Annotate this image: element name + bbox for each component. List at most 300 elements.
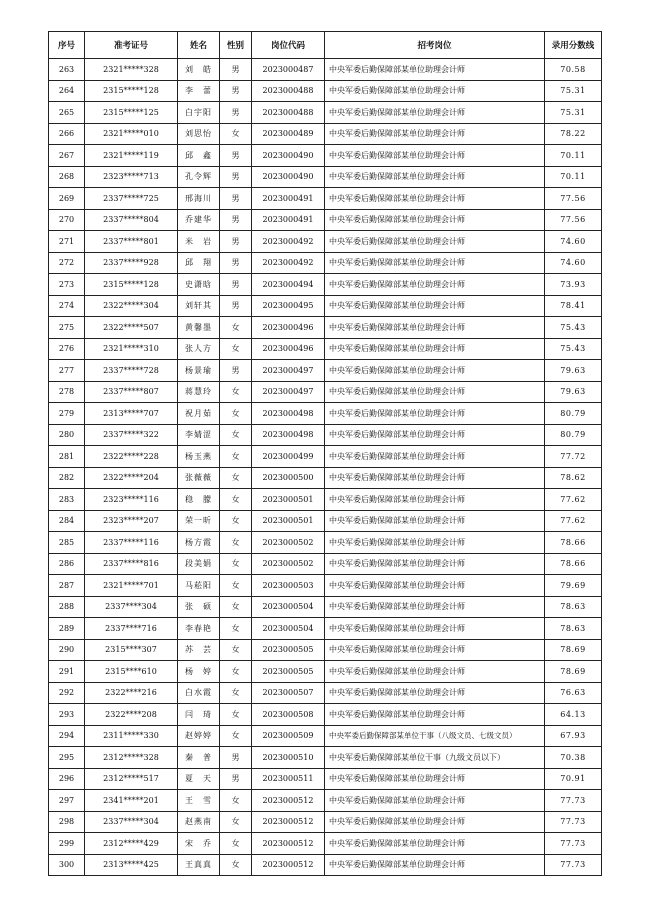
- cell-gender: 男: [220, 188, 252, 210]
- cell-seq: 269: [49, 188, 85, 210]
- cell-post: 中央军委后勤保障部某单位助理会计师: [325, 123, 545, 145]
- cell-post-code: 2023000512: [252, 854, 325, 876]
- cell-post: 中央军委后勤保障部某单位助理会计师: [325, 188, 545, 210]
- cell-exam-id: 2315****307: [85, 639, 178, 661]
- cell-post: 中央军委后勤保障部某单位助理会计师: [325, 166, 545, 188]
- cell-gender: 男: [220, 252, 252, 274]
- cell-name: 赵婷婷: [178, 725, 220, 747]
- cell-post: 中央军委后勤保障部某单位助理会计师: [325, 639, 545, 661]
- cell-exam-id: 2322****216: [85, 682, 178, 704]
- cell-gender: 女: [220, 596, 252, 618]
- table-header-row: [49, 32, 602, 59]
- cell-post: 中央军委后勤保障部某单位助理会计师: [325, 317, 545, 339]
- cell-post: 中央军委后勤保障部某单位助理会计师: [325, 59, 545, 81]
- cell-post-code: 2023000503: [252, 575, 325, 597]
- cell-gender: 男: [220, 80, 252, 102]
- cell-exam-id: 2312*****328: [85, 747, 178, 769]
- cell-name: 祝月茹: [178, 403, 220, 425]
- cell-post-code: 2023000501: [252, 510, 325, 532]
- cell-gender: 女: [220, 489, 252, 511]
- table-row: [49, 424, 602, 446]
- cell-post: 中央军委后勤保障部某单位助理会计师: [325, 467, 545, 489]
- cell-name: 张 硕: [178, 596, 220, 618]
- cell-exam-id: 2321*****701: [85, 575, 178, 597]
- cell-gender: 男: [220, 747, 252, 769]
- cell-post: 中央军委后勤保障部某单位助理会计师: [325, 446, 545, 468]
- cell-post-code: 2023000492: [252, 252, 325, 274]
- cell-gender: 女: [220, 532, 252, 554]
- table-row: [49, 618, 602, 640]
- cell-gender: 女: [220, 575, 252, 597]
- cell-seq: 289: [49, 618, 85, 640]
- table-row: [49, 553, 602, 575]
- table-row: [49, 704, 602, 726]
- cell-score: 77.56: [545, 209, 602, 231]
- cell-seq: 283: [49, 489, 85, 511]
- cell-name: 乔建华: [178, 209, 220, 231]
- cell-exam-id: 2337*****804: [85, 209, 178, 231]
- cell-exam-id: 2337*****725: [85, 188, 178, 210]
- cell-name: 杨 婷: [178, 661, 220, 683]
- cell-exam-id: 2323*****713: [85, 166, 178, 188]
- cell-post-code: 2023000490: [252, 145, 325, 167]
- cell-score: 67.93: [545, 725, 602, 747]
- cell-seq: 265: [49, 102, 85, 124]
- cell-exam-id: 2321*****310: [85, 338, 178, 360]
- cell-gender: 女: [220, 123, 252, 145]
- cell-post-code: 2023000489: [252, 123, 325, 145]
- cell-name: 黄馨墨: [178, 317, 220, 339]
- cell-post-code: 2023000512: [252, 790, 325, 812]
- table-row: [49, 725, 602, 747]
- cell-seq: 279: [49, 403, 85, 425]
- cell-gender: 女: [220, 381, 252, 403]
- cell-post: 中央军委后勤保障部某单位助理会计师: [325, 575, 545, 597]
- cell-seq: 282: [49, 467, 85, 489]
- cell-exam-id: 2315*****125: [85, 102, 178, 124]
- cell-post: 中央军委后勤保障部某单位助理会计师: [325, 209, 545, 231]
- cell-exam-id: 2337****304: [85, 596, 178, 618]
- cell-post-code: 2023000504: [252, 618, 325, 640]
- cell-seq: 274: [49, 295, 85, 317]
- cell-exam-id: 2322*****204: [85, 467, 178, 489]
- cell-exam-id: 2337****716: [85, 618, 178, 640]
- table-row: [49, 80, 602, 102]
- cell-gender: 男: [220, 145, 252, 167]
- cell-post: 中央军委后勤保障部某单位助理会计师: [325, 596, 545, 618]
- header-exam-id: 准考证号: [85, 32, 178, 59]
- cell-post: 中央军委后勤保障部某单位助理会计师: [325, 854, 545, 876]
- cell-seq: 297: [49, 790, 85, 812]
- cell-exam-id: 2323*****207: [85, 510, 178, 532]
- cell-gender: 女: [220, 618, 252, 640]
- cell-score: 70.38: [545, 747, 602, 769]
- cell-name: 闫 琦: [178, 704, 220, 726]
- header-post-code: 岗位代码: [252, 32, 325, 59]
- cell-seq: 292: [49, 682, 85, 704]
- cell-score: 78.69: [545, 639, 602, 661]
- cell-name: 杨方霞: [178, 532, 220, 554]
- cell-post-code: 2023000488: [252, 80, 325, 102]
- cell-post-code: 2023000494: [252, 274, 325, 296]
- cell-name: 史潇晗: [178, 274, 220, 296]
- cell-gender: 女: [220, 317, 252, 339]
- cell-name: 李婧涩: [178, 424, 220, 446]
- cell-gender: 女: [220, 682, 252, 704]
- cell-name: 蒋慧玲: [178, 381, 220, 403]
- header-name: 姓名: [178, 32, 220, 59]
- cell-score: 64.13: [545, 704, 602, 726]
- cell-post-code: 2023000504: [252, 596, 325, 618]
- table-row: [49, 231, 602, 253]
- cell-post-code: 2023000508: [252, 704, 325, 726]
- cell-exam-id: 2337*****801: [85, 231, 178, 253]
- cell-gender: 女: [220, 811, 252, 833]
- cell-gender: 女: [220, 833, 252, 855]
- cell-post-code: 2023000512: [252, 833, 325, 855]
- cell-post-code: 2023000500: [252, 467, 325, 489]
- cell-name: 李 蕾: [178, 80, 220, 102]
- cell-exam-id: 2322*****228: [85, 446, 178, 468]
- cell-score: 78.62: [545, 467, 602, 489]
- cell-post: 中央军委后勤保障部某单位助理会计师: [325, 360, 545, 382]
- cell-name: 白水霞: [178, 682, 220, 704]
- cell-post: 中央军委后勤保障部某单位助理会计师: [325, 790, 545, 812]
- cell-gender: 男: [220, 59, 252, 81]
- cell-score: 78.22: [545, 123, 602, 145]
- table-row: [49, 532, 602, 554]
- cell-post-code: 2023000487: [252, 59, 325, 81]
- cell-exam-id: 2337*****322: [85, 424, 178, 446]
- cell-post: 中央军委后勤保障部某单位助理会计师: [325, 252, 545, 274]
- cell-exam-id: 2322*****507: [85, 317, 178, 339]
- cell-name: 宋 乔: [178, 833, 220, 855]
- cell-post: 中央军委后勤保障部某单位干事（九级文员以下）: [325, 747, 545, 769]
- cell-post-code: 2023000491: [252, 209, 325, 231]
- header-post: 招考岗位: [325, 32, 545, 59]
- cell-post: 中央军委后勤保障部某单位助理会计师: [325, 274, 545, 296]
- cell-score: 80.79: [545, 403, 602, 425]
- cell-exam-id: 2321*****010: [85, 123, 178, 145]
- cell-gender: 女: [220, 553, 252, 575]
- table-row: [49, 381, 602, 403]
- cell-name: 王真真: [178, 854, 220, 876]
- cell-score: 79.63: [545, 360, 602, 382]
- table-row: [49, 209, 602, 231]
- cell-post: 中央军委后勤保障部某单位助理会计师: [325, 811, 545, 833]
- cell-post-code: 2023000499: [252, 446, 325, 468]
- cell-post: 中央军委后勤保障部某单位助理会计师: [325, 833, 545, 855]
- cell-name: 张人方: [178, 338, 220, 360]
- cell-gender: 女: [220, 790, 252, 812]
- cell-post-code: 2023000507: [252, 682, 325, 704]
- cell-exam-id: 2337*****807: [85, 381, 178, 403]
- cell-post-code: 2023000497: [252, 381, 325, 403]
- cell-post: 中央军委后勤保障部某单位助理会计师: [325, 145, 545, 167]
- table-row: [49, 854, 602, 876]
- cell-name: 稳 朦: [178, 489, 220, 511]
- cell-gender: 女: [220, 338, 252, 360]
- cell-seq: 291: [49, 661, 85, 683]
- table-row: [49, 661, 602, 683]
- cell-score: 78.41: [545, 295, 602, 317]
- cell-post: 中央军委后勤保障部某单位助理会计师: [325, 403, 545, 425]
- cell-score: 75.43: [545, 338, 602, 360]
- cell-post-code: 2023000501: [252, 489, 325, 511]
- cell-post: 中央军委后勤保障部某单位助理会计师: [325, 489, 545, 511]
- cell-seq: 270: [49, 209, 85, 231]
- cell-name: 张薇薇: [178, 467, 220, 489]
- cell-gender: 男: [220, 274, 252, 296]
- cell-seq: 268: [49, 166, 85, 188]
- cell-score: 78.69: [545, 661, 602, 683]
- cell-post-code: 2023000510: [252, 747, 325, 769]
- table-row: [49, 467, 602, 489]
- cell-post-code: 2023000488: [252, 102, 325, 124]
- cell-exam-id: 2337*****816: [85, 553, 178, 575]
- cell-gender: 男: [220, 231, 252, 253]
- cell-seq: 272: [49, 252, 85, 274]
- cell-score: 78.66: [545, 553, 602, 575]
- cell-score: 78.66: [545, 532, 602, 554]
- cell-name: 邱 鑫: [178, 145, 220, 167]
- document-page: [48, 31, 601, 876]
- cell-exam-id: 2321*****119: [85, 145, 178, 167]
- cell-post: 中央军委后勤保障部某单位助理会计师: [325, 682, 545, 704]
- cell-post: 中央军委后勤保障部某单位助理会计师: [325, 231, 545, 253]
- cell-score: 76.63: [545, 682, 602, 704]
- cell-exam-id: 2337*****116: [85, 532, 178, 554]
- cell-post: 中央军委后勤保障部某单位助理会计师: [325, 381, 545, 403]
- cell-gender: 女: [220, 639, 252, 661]
- cell-gender: 女: [220, 704, 252, 726]
- header-score: 录用分数线: [545, 32, 602, 59]
- cell-name: 段美娟: [178, 553, 220, 575]
- cell-name: 孔令辉: [178, 166, 220, 188]
- cell-post: 中央军委后勤保障部某单位助理会计师: [325, 424, 545, 446]
- admission-score-table: [48, 31, 602, 876]
- table-row: [49, 833, 602, 855]
- cell-post-code: 2023000492: [252, 231, 325, 253]
- table-row: [49, 575, 602, 597]
- cell-score: 74.60: [545, 252, 602, 274]
- cell-seq: 290: [49, 639, 85, 661]
- cell-score: 77.62: [545, 510, 602, 532]
- cell-seq: 296: [49, 768, 85, 790]
- cell-post: 中央军委后勤保障部某单位干事（八级文员、七级文员）: [325, 725, 545, 747]
- cell-seq: 294: [49, 725, 85, 747]
- cell-name: 邱 翔: [178, 252, 220, 274]
- table-row: [49, 489, 602, 511]
- table-row: [49, 166, 602, 188]
- cell-score: 74.60: [545, 231, 602, 253]
- cell-name: 夏 天: [178, 768, 220, 790]
- table-row: [49, 747, 602, 769]
- cell-exam-id: 2315*****128: [85, 80, 178, 102]
- cell-gender: 男: [220, 360, 252, 382]
- cell-score: 77.73: [545, 854, 602, 876]
- cell-exam-id: 2315****610: [85, 661, 178, 683]
- cell-name: 赵燕南: [178, 811, 220, 833]
- cell-seq: 267: [49, 145, 85, 167]
- cell-exam-id: 2337*****928: [85, 252, 178, 274]
- header-gender: 性别: [220, 32, 252, 59]
- cell-exam-id: 2323*****116: [85, 489, 178, 511]
- cell-seq: 278: [49, 381, 85, 403]
- cell-post: 中央军委后勤保障部某单位助理会计师: [325, 338, 545, 360]
- cell-name: 杨景瑜: [178, 360, 220, 382]
- cell-post: 中央军委后勤保障部某单位助理会计师: [325, 768, 545, 790]
- cell-exam-id: 2322*****304: [85, 295, 178, 317]
- cell-post-code: 2023000495: [252, 295, 325, 317]
- cell-name: 荣一昕: [178, 510, 220, 532]
- cell-post-code: 2023000496: [252, 338, 325, 360]
- cell-post-code: 2023000502: [252, 532, 325, 554]
- cell-score: 77.73: [545, 790, 602, 812]
- cell-score: 77.56: [545, 188, 602, 210]
- cell-name: 刘思怡: [178, 123, 220, 145]
- cell-post: 中央军委后勤保障部某单位助理会计师: [325, 704, 545, 726]
- cell-post: 中央军委后勤保障部某单位助理会计师: [325, 102, 545, 124]
- cell-post-code: 2023000505: [252, 639, 325, 661]
- cell-seq: 293: [49, 704, 85, 726]
- cell-post: 中央军委后勤保障部某单位助理会计师: [325, 532, 545, 554]
- cell-score: 80.79: [545, 424, 602, 446]
- table-row: [49, 188, 602, 210]
- table-row: [49, 338, 602, 360]
- table-row: [49, 596, 602, 618]
- cell-post-code: 2023000512: [252, 811, 325, 833]
- cell-score: 79.69: [545, 575, 602, 597]
- cell-name: 白宇阳: [178, 102, 220, 124]
- table-row: [49, 252, 602, 274]
- cell-gender: 男: [220, 102, 252, 124]
- cell-post-code: 2023000505: [252, 661, 325, 683]
- cell-exam-id: 2341*****201: [85, 790, 178, 812]
- table-row: [49, 317, 602, 339]
- table-row: [49, 510, 602, 532]
- cell-gender: 女: [220, 725, 252, 747]
- cell-score: 75.43: [545, 317, 602, 339]
- cell-post-code: 2023000511: [252, 768, 325, 790]
- cell-score: 73.93: [545, 274, 602, 296]
- cell-post: 中央军委后勤保障部某单位助理会计师: [325, 80, 545, 102]
- cell-seq: 276: [49, 338, 85, 360]
- cell-post: 中央军委后勤保障部某单位助理会计师: [325, 661, 545, 683]
- cell-gender: 女: [220, 661, 252, 683]
- cell-score: 70.58: [545, 59, 602, 81]
- header-seq: 序号: [49, 32, 85, 59]
- cell-post: 中央军委后勤保障部某单位助理会计师: [325, 618, 545, 640]
- cell-seq: 295: [49, 747, 85, 769]
- cell-seq: 263: [49, 59, 85, 81]
- cell-exam-id: 2312*****517: [85, 768, 178, 790]
- cell-post-code: 2023000491: [252, 188, 325, 210]
- table-row: [49, 446, 602, 468]
- cell-seq: 300: [49, 854, 85, 876]
- cell-post-code: 2023000502: [252, 553, 325, 575]
- cell-seq: 277: [49, 360, 85, 382]
- cell-seq: 285: [49, 532, 85, 554]
- table-body: [49, 59, 602, 876]
- cell-score: 75.31: [545, 102, 602, 124]
- cell-name: 刘 皓: [178, 59, 220, 81]
- cell-seq: 275: [49, 317, 85, 339]
- table-row: [49, 360, 602, 382]
- table-row: [49, 768, 602, 790]
- table-row: [49, 403, 602, 425]
- cell-score: 77.73: [545, 833, 602, 855]
- cell-gender: 男: [220, 768, 252, 790]
- cell-name: 王 雪: [178, 790, 220, 812]
- cell-gender: 男: [220, 209, 252, 231]
- table-row: [49, 123, 602, 145]
- cell-exam-id: 2311*****330: [85, 725, 178, 747]
- cell-name: 刘轩其: [178, 295, 220, 317]
- cell-exam-id: 2337*****304: [85, 811, 178, 833]
- cell-score: 77.73: [545, 811, 602, 833]
- cell-seq: 288: [49, 596, 85, 618]
- cell-score: 77.72: [545, 446, 602, 468]
- table-row: [49, 145, 602, 167]
- cell-score: 78.63: [545, 618, 602, 640]
- cell-name: 邢海川: [178, 188, 220, 210]
- table-row: [49, 102, 602, 124]
- cell-score: 70.11: [545, 145, 602, 167]
- cell-name: 苏 芸: [178, 639, 220, 661]
- cell-name: 秦 普: [178, 747, 220, 769]
- cell-post-code: 2023000498: [252, 424, 325, 446]
- cell-name: 米 岩: [178, 231, 220, 253]
- cell-gender: 女: [220, 403, 252, 425]
- cell-seq: 264: [49, 80, 85, 102]
- cell-seq: 266: [49, 123, 85, 145]
- cell-score: 70.11: [545, 166, 602, 188]
- cell-seq: 287: [49, 575, 85, 597]
- cell-seq: 299: [49, 833, 85, 855]
- cell-exam-id: 2322****208: [85, 704, 178, 726]
- cell-post: 中央军委后勤保障部某单位助理会计师: [325, 295, 545, 317]
- table-row: [49, 274, 602, 296]
- cell-score: 70.91: [545, 768, 602, 790]
- cell-post-code: 2023000509: [252, 725, 325, 747]
- cell-gender: 女: [220, 854, 252, 876]
- cell-gender: 女: [220, 424, 252, 446]
- cell-score: 77.62: [545, 489, 602, 511]
- cell-score: 75.31: [545, 80, 602, 102]
- cell-exam-id: 2321*****328: [85, 59, 178, 81]
- cell-name: 李春艳: [178, 618, 220, 640]
- table-row: [49, 811, 602, 833]
- cell-exam-id: 2315*****128: [85, 274, 178, 296]
- cell-score: 78.63: [545, 596, 602, 618]
- cell-seq: 286: [49, 553, 85, 575]
- cell-seq: 284: [49, 510, 85, 532]
- cell-exam-id: 2313*****425: [85, 854, 178, 876]
- cell-exam-id: 2312*****429: [85, 833, 178, 855]
- cell-seq: 298: [49, 811, 85, 833]
- cell-post-code: 2023000490: [252, 166, 325, 188]
- cell-gender: 男: [220, 295, 252, 317]
- table-row: [49, 682, 602, 704]
- cell-post: 中央军委后勤保障部某单位助理会计师: [325, 553, 545, 575]
- cell-name: 马菘阳: [178, 575, 220, 597]
- cell-seq: 273: [49, 274, 85, 296]
- cell-post-code: 2023000497: [252, 360, 325, 382]
- table-row: [49, 790, 602, 812]
- cell-name: 杨玉燕: [178, 446, 220, 468]
- table-row: [49, 639, 602, 661]
